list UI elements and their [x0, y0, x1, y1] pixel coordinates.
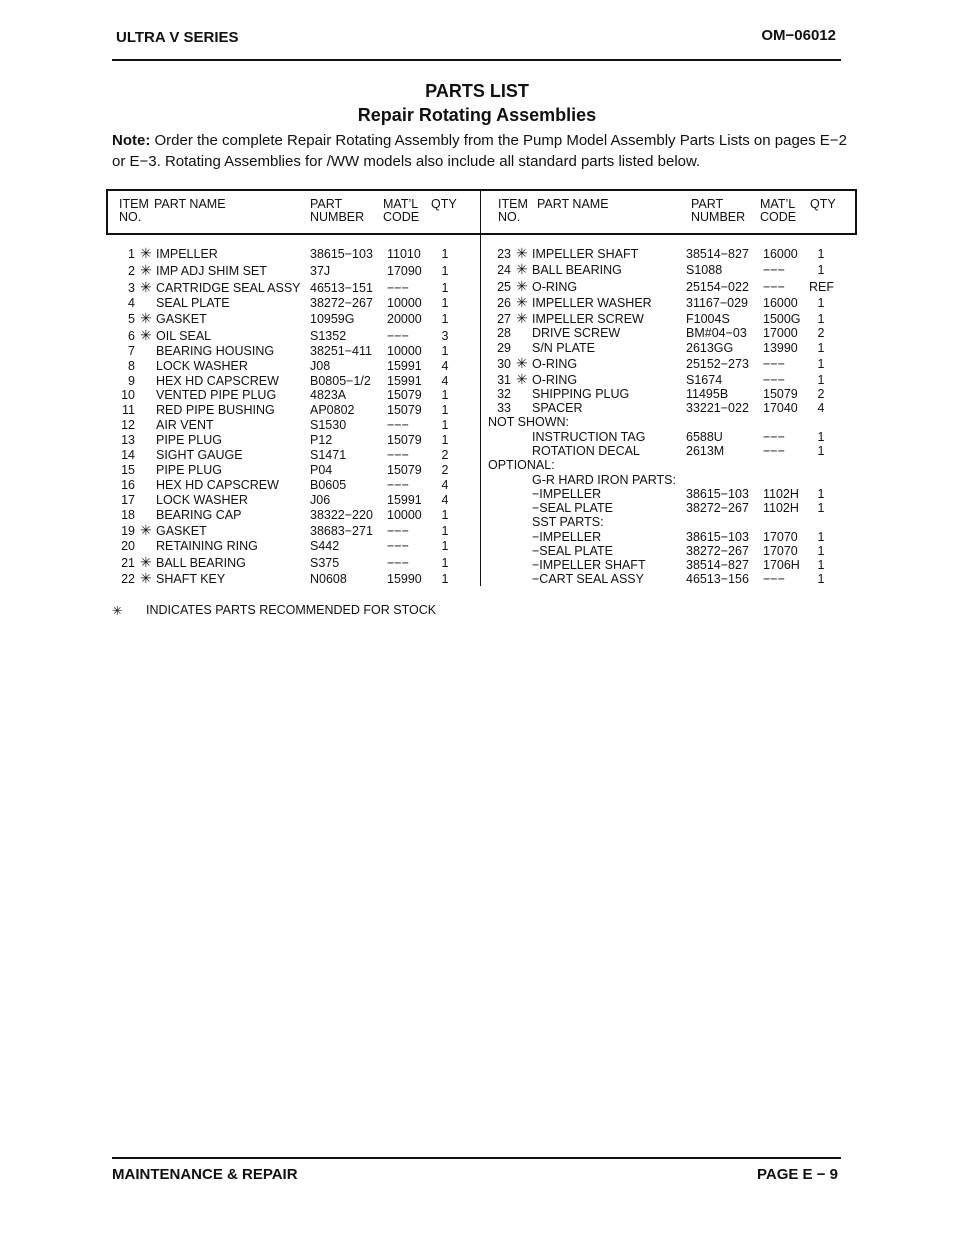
page-title: PARTS LIST [425, 81, 529, 101]
item-number: 25 [497, 280, 511, 294]
material-code: 17090 [387, 264, 422, 278]
part-number: BM#04−03 [686, 326, 747, 340]
quantity: 1 [441, 247, 449, 261]
part-number: 38615−103 [310, 247, 373, 261]
part-number: S375 [310, 556, 340, 570]
part-number: 38683−271 [310, 524, 373, 538]
part-number: N0608 [310, 572, 347, 586]
quantity: 1 [817, 487, 825, 501]
material-code: −−− [387, 329, 409, 343]
part-number: 46513−156 [686, 572, 749, 586]
quantity: REF [809, 280, 834, 294]
item-number: 18 [121, 508, 135, 522]
part-name: IMPELLER WASHER [532, 296, 652, 310]
item-number: 6 [128, 329, 135, 343]
part-number: 6588U [686, 430, 723, 444]
part-name: IMPELLER [156, 247, 218, 261]
part-number: 33221−022 [686, 401, 749, 415]
stock-star-icon: ✳ [516, 371, 528, 387]
part-number: 25152−273 [686, 357, 749, 371]
part-name: O-RING [532, 373, 578, 387]
material-code: 15991 [387, 359, 422, 373]
part-name: BALL BEARING [532, 263, 622, 277]
part-name: O-RING [532, 280, 578, 294]
part-name: G-R HARD IRON PARTS: [532, 473, 676, 487]
item-number: 33 [497, 401, 511, 415]
material-code: −−− [387, 418, 409, 432]
quantity: 4 [441, 478, 449, 492]
quantity: 2 [441, 448, 449, 462]
part-number: 38615−103 [686, 487, 749, 501]
quantity: 1 [817, 444, 825, 458]
quantity: 1 [441, 556, 449, 570]
item-number: 32 [497, 387, 511, 401]
item-number: 16 [121, 478, 135, 492]
item-number: 19 [121, 524, 135, 538]
part-name: SIGHT GAUGE [156, 448, 243, 462]
part-number: 38322−220 [310, 508, 373, 522]
part-number: 38514−827 [686, 247, 749, 261]
part-number: 38272−267 [310, 296, 373, 310]
part-name: −SEAL PLATE [532, 544, 613, 558]
quantity: 1 [441, 403, 449, 417]
part-number: 38251−411 [310, 344, 372, 358]
quantity: 1 [817, 501, 825, 515]
item-number: 4 [128, 296, 135, 310]
quantity: 1 [817, 296, 825, 310]
right-header-qty: QTY [810, 197, 836, 211]
part-name: ROTATION DECAL [532, 444, 640, 458]
footer-rule [112, 1157, 841, 1159]
stock-star-icon: ✳ [140, 570, 152, 586]
footer-section: MAINTENANCE & REPAIR [112, 1166, 298, 1183]
quantity: 4 [441, 359, 449, 373]
part-number: S1352 [310, 329, 347, 343]
part-name: SHIPPING PLUG [532, 387, 630, 401]
quantity: 1 [817, 373, 825, 387]
quantity: 1 [441, 539, 449, 553]
item-number: 9 [128, 374, 135, 388]
part-number: 38272−267 [686, 501, 749, 515]
quantity: 2 [441, 463, 449, 477]
header-rule [112, 59, 841, 61]
item-number: 20 [121, 539, 135, 553]
material-code: 17000 [763, 326, 798, 340]
quantity: 1 [817, 572, 825, 586]
part-name: LOCK WASHER [156, 359, 248, 373]
part-name: SST PARTS: [532, 515, 604, 529]
quantity: 1 [441, 433, 449, 447]
item-number: 13 [121, 433, 135, 447]
item-number: 14 [121, 448, 135, 462]
quantity: 1 [441, 524, 449, 538]
stock-star-icon: ✳ [140, 327, 152, 343]
part-number: P04 [310, 463, 333, 477]
part-number: P12 [310, 433, 333, 447]
item-number: 7 [128, 344, 135, 358]
part-number: AP0802 [310, 403, 355, 417]
part-number: 4823A [310, 388, 347, 402]
material-code: 15079 [387, 463, 422, 477]
stock-star-icon: ✳ [516, 278, 528, 294]
section-label: NOT SHOWN: [488, 415, 570, 429]
part-name: BEARING CAP [156, 508, 242, 522]
note-paragraph [112, 130, 852, 172]
material-code: −−− [763, 430, 785, 444]
part-name: −IMPELLER [532, 530, 602, 544]
part-name: OIL SEAL [156, 329, 212, 343]
quantity: 1 [817, 430, 825, 444]
item-number: 10 [121, 388, 135, 402]
material-code: 10000 [387, 344, 422, 358]
part-name: RETAINING RING [156, 539, 258, 553]
item-number: 30 [497, 357, 511, 371]
material-code: −−− [763, 444, 785, 458]
stock-star-icon: ✳ [516, 355, 528, 371]
quantity: 1 [441, 312, 449, 326]
part-number: B0805−1/2 [310, 374, 371, 388]
part-name: BALL BEARING [156, 556, 246, 570]
material-code: 20000 [387, 312, 422, 326]
part-number: 38615−103 [686, 530, 749, 544]
part-name: SHAFT KEY [156, 572, 226, 586]
part-name: S/N PLATE [532, 341, 595, 355]
quantity: 1 [441, 281, 449, 295]
footer-page-number: PAGE E − 9 [756, 1166, 838, 1183]
quantity: 1 [441, 572, 449, 586]
left-header-mat-code: MAT’L CODE [383, 197, 420, 224]
part-name: −IMPELLER [532, 487, 602, 501]
material-code: 15079 [387, 403, 422, 417]
quantity: 1 [441, 296, 449, 310]
quantity: 1 [817, 312, 825, 326]
material-code: −−− [763, 572, 785, 586]
part-name: RED PIPE BUSHING [156, 403, 275, 417]
material-code: −−− [387, 478, 409, 492]
right-header-item: ITEM NO. [498, 197, 528, 224]
part-number: 38514−827 [686, 558, 749, 572]
part-name: HEX HD CAPSCREW [156, 374, 279, 388]
item-number: 3 [128, 281, 135, 295]
quantity: 1 [817, 247, 825, 261]
header-series: ULTRA V SERIES [116, 29, 239, 46]
part-name: SEAL PLATE [156, 296, 230, 310]
part-name: INSTRUCTION TAG [532, 430, 646, 444]
material-code: −−− [387, 524, 409, 538]
part-number: 2613M [686, 444, 725, 458]
item-number: 12 [121, 418, 135, 432]
quantity: 1 [817, 357, 825, 371]
legend-text: INDICATES PARTS RECOMMENDED FOR STOCK [146, 603, 437, 617]
section-label: OPTIONAL: [488, 458, 555, 472]
stock-star-icon: ✳ [140, 554, 152, 570]
material-code: −−− [387, 556, 409, 570]
part-name: SPACER [532, 401, 583, 415]
quantity: 2 [817, 387, 825, 401]
legend-star-icon: ✳ [112, 604, 123, 618]
part-name: GASKET [156, 524, 207, 538]
part-number: 25154−022 [686, 280, 749, 294]
material-code: 15079 [387, 388, 422, 402]
stock-star-icon: ✳ [140, 262, 152, 278]
material-code: 10000 [387, 508, 422, 522]
material-code: 15079 [387, 433, 422, 447]
stock-star-icon: ✳ [516, 310, 528, 326]
part-number: 10959G [310, 312, 355, 326]
part-name: BEARING HOUSING [156, 344, 275, 358]
item-number: 8 [128, 359, 135, 373]
left-header-item: ITEM NO. [119, 197, 149, 224]
quantity: 1 [817, 544, 825, 558]
part-number: S1471 [310, 448, 347, 462]
right-header-part-number: PART NUMBER [691, 197, 746, 224]
material-code: 11010 [387, 247, 421, 261]
part-name: IMP ADJ SHIM SET [156, 264, 267, 278]
right-header-part-name: PART NAME [537, 197, 609, 211]
material-code: 1500G [763, 312, 801, 326]
part-number: 2613GG [686, 341, 734, 355]
part-name: HEX HD CAPSCREW [156, 478, 279, 492]
left-header-part-number: PART NUMBER [310, 197, 365, 224]
part-number: 46513−151 [310, 281, 373, 295]
part-name: IMPELLER SCREW [532, 312, 644, 326]
part-name: DRIVE SCREW [532, 326, 621, 340]
material-code: 13990 [763, 341, 798, 355]
item-number: 15 [121, 463, 135, 477]
material-code: 15991 [387, 493, 422, 507]
item-number: 28 [497, 326, 511, 340]
quantity: 1 [441, 388, 449, 402]
material-code: −−− [763, 263, 785, 277]
part-name: LOCK WASHER [156, 493, 248, 507]
part-number: S442 [310, 539, 340, 553]
material-code: 1102H [763, 501, 799, 515]
quantity: 4 [817, 401, 825, 415]
quantity: 1 [441, 418, 449, 432]
part-number: 38272−267 [686, 544, 749, 558]
part-name: O-RING [532, 357, 578, 371]
material-code: 1706H [763, 558, 800, 572]
material-code: −−− [387, 539, 409, 553]
part-name: AIR VENT [156, 418, 214, 432]
part-name: VENTED PIPE PLUG [156, 388, 277, 402]
material-code: 17040 [763, 401, 798, 415]
part-name: IMPELLER SHAFT [532, 247, 639, 261]
item-number: 27 [497, 312, 511, 326]
part-number: 11495B [686, 387, 729, 401]
material-code: 15991 [387, 374, 422, 388]
note-text: Order the complete Repair Rotating Assembly from the Pump Model Assembly Parts Lists on pages E−2 or E−3. Rotating Assemblies for /WW models also include all standard parts listed below. [112, 132, 847, 170]
item-number: 26 [497, 296, 511, 310]
material-code: 1102H [763, 487, 799, 501]
item-number: 2 [128, 264, 135, 278]
part-number: 31167−029 [686, 296, 748, 310]
material-code: 16000 [763, 247, 798, 261]
note-label: Note: [112, 132, 151, 149]
material-code: −−− [387, 281, 409, 295]
item-number: 31 [497, 373, 511, 387]
material-code: 15079 [763, 387, 798, 401]
part-name: PIPE PLUG [156, 433, 222, 447]
item-number: 11 [122, 403, 135, 417]
quantity: 1 [817, 530, 825, 544]
stock-star-icon: ✳ [140, 522, 152, 538]
part-name: GASKET [156, 312, 207, 326]
item-number: 24 [497, 263, 511, 277]
part-name: CARTRIDGE SEAL ASSY [156, 281, 301, 295]
part-name: −SEAL PLATE [532, 501, 613, 515]
item-number: 5 [128, 312, 135, 326]
item-number: 22 [121, 572, 135, 586]
quantity: 4 [441, 374, 449, 388]
part-name: −IMPELLER SHAFT [532, 558, 646, 572]
left-header-part-name: PART NAME [154, 197, 226, 211]
stock-star-icon: ✳ [140, 310, 152, 326]
stock-star-icon: ✳ [516, 294, 528, 310]
quantity: 1 [817, 341, 825, 355]
quantity: 1 [817, 558, 825, 572]
quantity: 1 [441, 344, 449, 358]
header-doc-number: OM−06012 [761, 27, 836, 44]
quantity: 1 [441, 508, 449, 522]
material-code: 15990 [387, 572, 422, 586]
quantity: 1 [441, 264, 449, 278]
quantity: 4 [441, 493, 449, 507]
material-code: −−− [763, 357, 785, 371]
stock-star-icon: ✳ [516, 245, 528, 261]
item-number: 23 [497, 247, 511, 261]
stock-star-icon: ✳ [516, 261, 528, 277]
part-name: −CART SEAL ASSY [532, 572, 644, 586]
material-code: 16000 [763, 296, 798, 310]
left-header-qty: QTY [431, 197, 457, 211]
quantity: 2 [817, 326, 825, 340]
material-code: −−− [763, 280, 785, 294]
part-number: J06 [310, 493, 331, 507]
stock-star-icon: ✳ [140, 245, 152, 261]
part-number: S1674 [686, 373, 723, 387]
part-number: S1088 [686, 263, 723, 277]
part-number: J08 [310, 359, 331, 373]
part-number: 37J [310, 264, 331, 278]
page-subtitle: Repair Rotating Assemblies [357, 105, 597, 125]
item-number: 17 [121, 493, 135, 507]
item-number: 29 [497, 341, 511, 355]
item-number: 1 [128, 247, 135, 261]
item-number: 21 [121, 556, 135, 570]
quantity: 1 [817, 263, 825, 277]
part-number: F1004S [686, 312, 730, 326]
part-name: PIPE PLUG [156, 463, 222, 477]
material-code: 17070 [763, 530, 798, 544]
material-code: 17070 [763, 544, 798, 558]
right-header-mat-code: MAT’L CODE [760, 197, 797, 224]
part-number: B0605 [310, 478, 347, 492]
material-code: 10000 [387, 296, 422, 310]
quantity: 3 [441, 329, 449, 343]
part-number: S1530 [310, 418, 347, 432]
stock-star-icon: ✳ [140, 279, 152, 295]
material-code: −−− [387, 448, 409, 462]
material-code: −−− [763, 373, 785, 387]
